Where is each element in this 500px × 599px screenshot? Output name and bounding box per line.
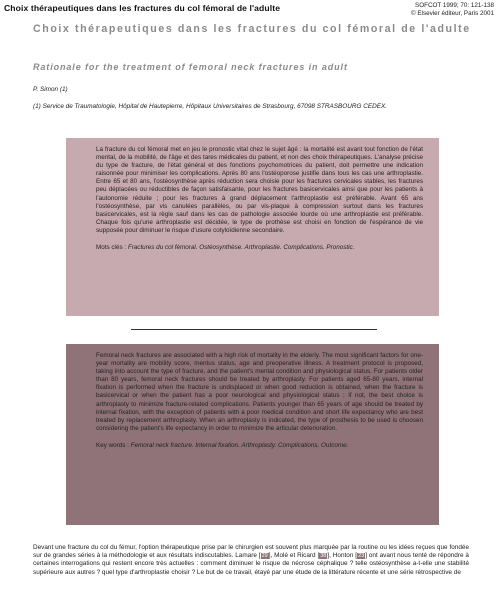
reference-link[interactable]: 29 <box>261 552 268 559</box>
body-text-part: ], Honton [ <box>327 552 358 560</box>
journal-reference <box>411 2 494 18</box>
keywords-values: Fractures du col fémoral. Ostéosynthèse. Arthroplastie. Complications. Pronostic. <box>127 244 355 252</box>
keywords-values: Femoral neck fracture. Internal fixation. Arthroplasty. Complications. Outcome. <box>130 441 349 449</box>
body-text-part: Devant une fracture du col du fémur, l'option thérapeutique prise par le chirurgien est souvent plus marquée par la routine ou les idées reçues que fondée sur de grandes séries à la méthodologie et aux résultats indiscutables. Lamare [ <box>33 544 469 560</box>
journal-citation: SOFCOT 1999; 70: 121-138 <box>415 2 494 9</box>
abstract-french-text: La fracture du col fémoral met en jeu le pronostic vital chez le sujet âgé : la mortalité est avant tout fonction de l'état mental, de la mobilité, de l'âge et des tares médicales du patient, et non des choix thérapeutiques. L'analyse précise du type de fracture, de l'état général et des fonctions psychomotrices du patient, doit permettre une indication raisonnée pour minimiser les complications. Après 80 ans l'ostéoporose justifie dans tous les cas une arthroplastie. Entre 65 et 80 ans, l'ostéosynthèse après réduction sera choisie pour les fractures cervicales stables, les fractures peu déplacées ou réductibles de façon satisfaisante, pour les fractures basicervicales ainsi que pour les patients à l'autonomie réduite ; pour les fractures à grand déplacement l'arthroplastie est préférable. Avant 65 ans l'ostéosynthèse, par vis canulées parallèles, ou par vis-plaque à compression surtout dans les fractures basicervicales, est la règle sauf dans les cas de pathologie associée lourde où une arthroplastie est préférable. Chaque fois qu'une arthroplastie est décidée, le type de prothèse est choisi en fonction de l'espérance de vie supposée pour diminuer le risque d'usure cotyloïdienne secondaire. <box>96 146 423 234</box>
abstract-french <box>66 138 439 316</box>
affiliation: (1) Service de Traumatologie, Hôpital de Hautepierre, Hôpitaux Universitaires de Strasbourg, 67098 STRASBOURG CEDEX. <box>33 103 388 110</box>
article-subtitle: Rationale for the treatment of femoral neck fractures in adult <box>33 62 348 72</box>
body-text-part: ] ont avant nous tenté de répondre à certaines interrogations qui restent encore très actuelles : comment diminuer le risque de nécrose céphalique ? telle ostéosynthèse a-t-elle une stabilité supérieure aux autres ? quel type d'arthroplastie choisir ? Le but de ce travail, étayé par une étude de la littérature récente et une série rétrospective de <box>33 552 469 576</box>
keywords-english <box>96 442 423 450</box>
section-divider <box>131 329 377 330</box>
body-paragraph <box>33 544 469 577</box>
reference-link[interactable]: 38 <box>320 552 327 559</box>
reference-link[interactable]: 23 <box>358 552 365 559</box>
running-title: Choix thérapeutiques dans les fractures du col fémoral de l'adulte <box>4 3 281 13</box>
publisher-line: © Elsevier éditeur, Paris 2001 <box>410 10 494 17</box>
abstract-english-text: Femoral neck fractures are associated with a high risk of mortality in the elderly. The most significant factors for one-year mortality are mobility score, mentus status, age and preoperative illness. A treatment protocol is proposed, taking into account the type of fracture, and the patient's mental condition and physiological status. For patients older than 80 years, femoral neck fractures should be treated by arthroplasty. For patients aged 65-80 years, internal fixation is performed when the fracture is undisplaced or when good reduction is obtained, when the fracture is basicervical or when the patient has a poor neurological and physiological status ; if not, the best choice is arthroplasty to minimize fracture-related complications. Patients younger than 65 years of age should be treated by internal fixation, with the exception of patients with a poor medical condition and short life expectancy who are best treated by replacement arthroplasty. When an arthroplasty is indicated, the type of prosthesis to be used is choosen considering the patient's life expectancy in order to minimize the articular deterioration. <box>96 352 423 432</box>
keywords-label: Mots clés : <box>96 244 127 252</box>
article-title: Choix thérapeutiques dans les fractures du col fémoral de l'adulte <box>33 23 471 35</box>
author: P. Simon (1) <box>33 86 68 93</box>
body-text-part: ], Molé et Ricard [ <box>268 552 320 560</box>
keywords-label: Key words : <box>96 441 129 449</box>
keywords-french <box>96 244 423 252</box>
abstract-english <box>66 344 439 525</box>
